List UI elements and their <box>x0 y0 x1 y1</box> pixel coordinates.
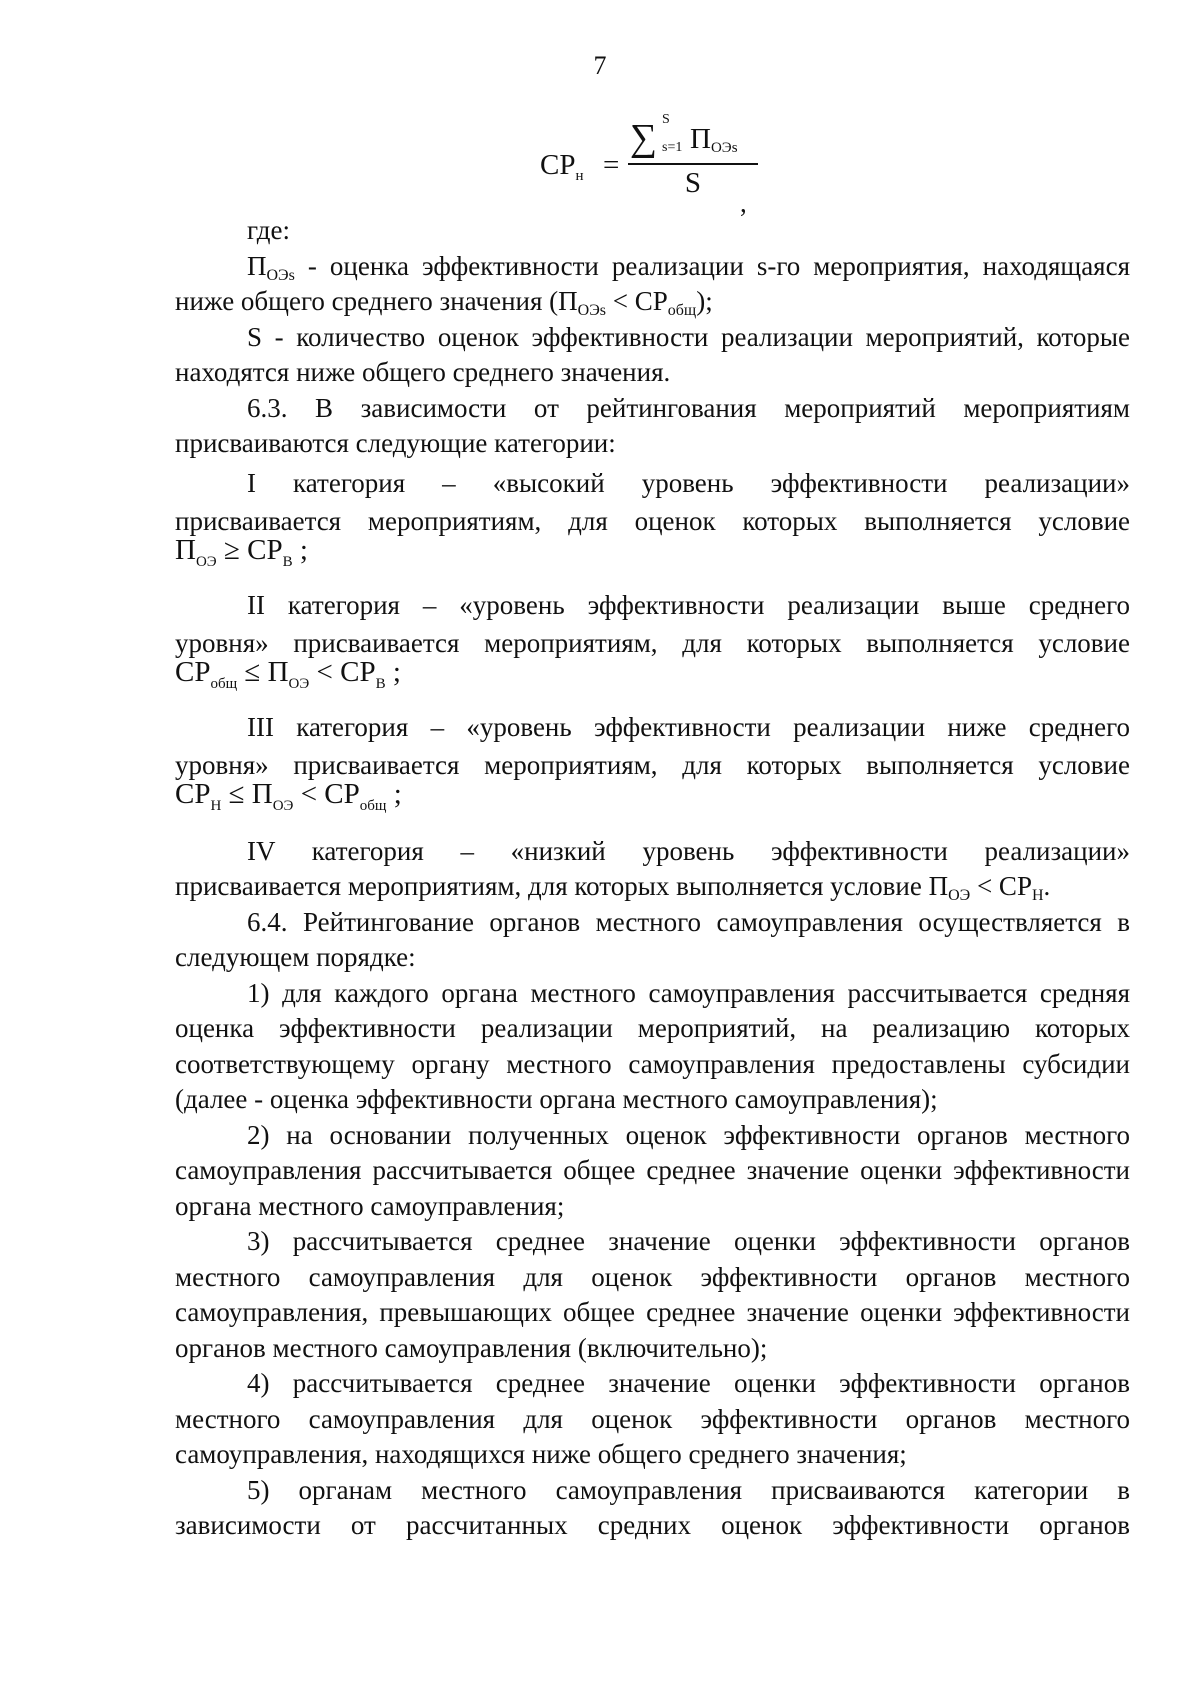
category-1-condition: $П_{ОЭ} \ge СР_В$ ; <box>175 533 308 570</box>
category-4-text: присваивается мероприятиям, для которых выполняется условие $П_{ОЭ} < СР_Н$. <box>175 871 1051 904</box>
formula-comma: , <box>740 188 747 218</box>
list-item-3: 3) рассчитывается среднее значение оценки эффективности органов местного самоуправления для оценок эффективности органов местного самоуправления, превышающих общее среднее значение оценки эффективности органов местного самоуправления (включительно); <box>175 1226 1130 1363</box>
paragraph-6-3: 6.3. В зависимости от рейтингования мероприятий мероприятиям присваиваются следующие категории: <box>175 392 1130 458</box>
list-item-1: 1) для каждого органа местного самоуправления рассчитывается средняя оценка эффективности реализации мероприятий, на реализацию которых соответствующему органу местного самоуправления предоставлены субсидии (далее - оценка эффективности органа местного самоуправления); <box>175 977 1130 1114</box>
where-label: где: <box>247 215 290 245</box>
sum-symbol: ∑ <box>630 117 658 159</box>
paragraph-6-4: 6.4. Рейтингование органов местного самоуправления осуществляется в следующем порядке: <box>175 906 1130 972</box>
fraction-bar <box>628 163 758 165</box>
average-formula <box>540 112 800 218</box>
formula-equals: = <box>603 149 620 181</box>
category-1-heading: I категория – «высокий уровень эффективности реализации» <box>247 467 1130 498</box>
category-4-heading: IV категория – «низкий уровень эффективности реализации» <box>247 835 1130 866</box>
category-2-heading: II категория – «уровень эффективности реализации выше среднего <box>247 589 1130 620</box>
formula-denominator: S <box>684 167 702 199</box>
category-3-text: уровня» присваивается мероприятиям, для которых выполняется условие <box>175 750 1130 780</box>
sum-lower-limit: s=1 <box>662 140 683 155</box>
definition-poes: $П_{ОЭs}$ - оценка эффективности реализации s-го мероприятия, находящаяся ниже общего среднего значения $(П_{ОЭs} < СР_{общ})$; <box>175 250 1130 319</box>
list-item-5: 5) органам местного самоуправления присваиваются категории в зависимости от рассчитанных средних оценок эффективности органов <box>175 1474 1130 1540</box>
list-item-2: 2) на основании полученных оценок эффективности органов местного самоуправления рассчитывается общее среднее значение оценки эффективности органа местного самоуправления; <box>175 1119 1130 1221</box>
category-3-condition: $СР_Н \le П_{ОЭ} < СР_{общ}$ ; <box>175 777 402 814</box>
formula-numerator <box>628 112 758 162</box>
list-item-4: 4) рассчитывается среднее значение оценки эффективности органов местного самоуправления для оценок эффективности органов местного самоуправления, находящихся ниже общего среднего значения; <box>175 1368 1130 1469</box>
definition-s: S - количество оценок эффективности реализации мероприятий, которые находятся ниже общего среднего значения. <box>175 321 1130 387</box>
document-body <box>175 213 1130 1544</box>
formula-lhs: $СР_н$ <box>540 149 584 184</box>
category-3-heading: III категория – «уровень эффективности реализации ниже среднего <box>247 711 1130 742</box>
category-2-condition: $СР_{общ} \le П_{ОЭ} < СР_В$ ; <box>175 655 401 692</box>
sum-upper-limit: S <box>662 112 670 127</box>
formula-term: $П_{ОЭs}$ <box>690 123 738 156</box>
category-2-text: уровня» присваивается мероприятиям, для которых выполняется условие <box>175 628 1130 658</box>
page-number: 7 <box>593 51 607 80</box>
category-1-text: присваивается мероприятиям, для оценок которых выполняется условие <box>175 506 1130 536</box>
